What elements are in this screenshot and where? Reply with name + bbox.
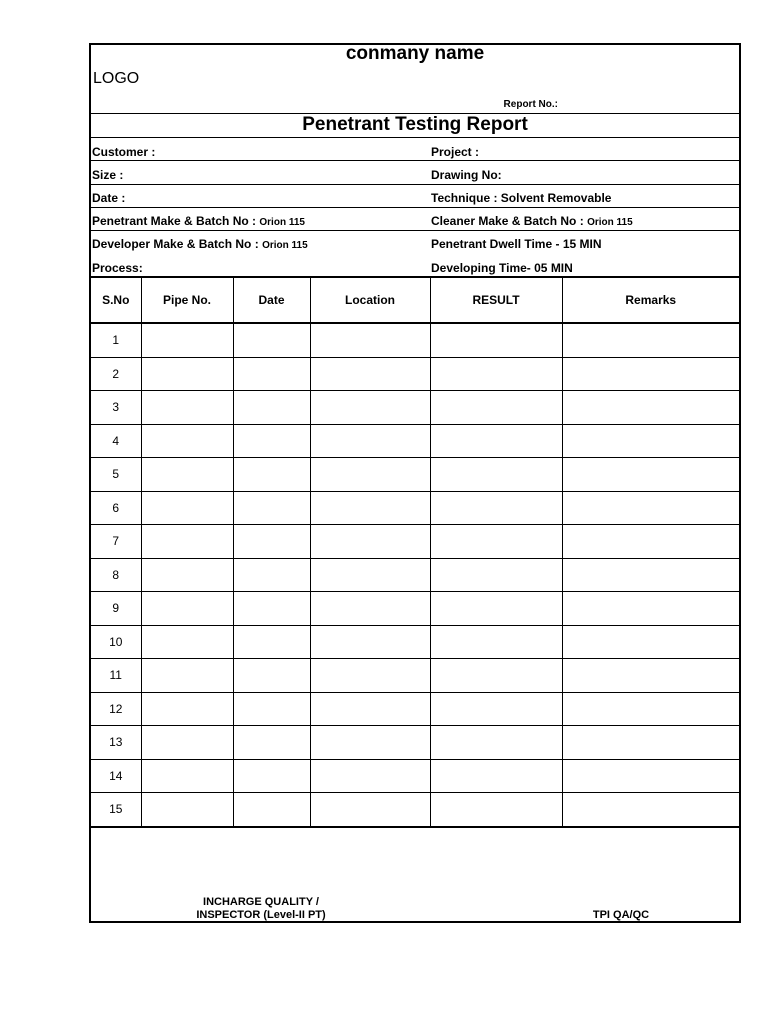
dwell-time-field: Penetrant Dwell Time - 15 MIN — [431, 237, 602, 251]
cell-date[interactable] — [233, 592, 310, 626]
cell-date[interactable] — [233, 793, 310, 827]
cell-result[interactable] — [430, 491, 562, 525]
col-header-pipe-no: Pipe No. — [141, 277, 233, 323]
cell-sno: 2 — [91, 357, 141, 391]
cell-sno: 8 — [91, 558, 141, 592]
cell-date[interactable] — [233, 558, 310, 592]
date-field: Date : — [92, 191, 126, 205]
penetrant-batch-field — [92, 214, 305, 228]
report-no-label: Report No.: — [503, 99, 558, 110]
cell-pipe-no[interactable] — [141, 458, 233, 492]
cell-date[interactable] — [233, 625, 310, 659]
cell-remarks[interactable] — [562, 558, 739, 592]
penetrant-batch-value: Orion 115 — [259, 217, 305, 228]
cell-remarks[interactable] — [562, 357, 739, 391]
cell-result[interactable] — [430, 357, 562, 391]
table-row — [91, 357, 739, 391]
drawing-no-field: Drawing No: — [431, 168, 502, 182]
divider — [91, 137, 739, 138]
table-row — [91, 458, 739, 492]
col-header-result: RESULT — [430, 277, 562, 323]
cell-location[interactable] — [310, 357, 430, 391]
cell-pipe-no[interactable] — [141, 592, 233, 626]
cell-result[interactable] — [430, 323, 562, 357]
cell-location[interactable] — [310, 759, 430, 793]
project-field: Project : — [431, 145, 480, 159]
cell-pipe-no[interactable] — [141, 759, 233, 793]
cell-sno: 15 — [91, 793, 141, 827]
results-table — [91, 277, 739, 828]
cell-pipe-no[interactable] — [141, 625, 233, 659]
cell-remarks[interactable] — [562, 793, 739, 827]
table-row — [91, 323, 739, 357]
cell-sno: 13 — [91, 726, 141, 760]
report-form — [89, 43, 741, 923]
cell-location[interactable] — [310, 793, 430, 827]
technique-field: Technique : Solvent Removable — [431, 191, 612, 205]
table-row — [91, 525, 739, 559]
table-row — [91, 424, 739, 458]
size-field: Size : — [92, 168, 124, 182]
developer-batch-label: Developer Make & Batch No : — [92, 237, 259, 251]
cell-result[interactable] — [430, 558, 562, 592]
cell-pipe-no[interactable] — [141, 424, 233, 458]
table-row — [91, 491, 739, 525]
cell-pipe-no[interactable] — [141, 726, 233, 760]
cell-remarks[interactable] — [562, 625, 739, 659]
cell-result[interactable] — [430, 391, 562, 425]
cell-location[interactable] — [310, 625, 430, 659]
cell-sno: 11 — [91, 659, 141, 693]
cell-result[interactable] — [430, 692, 562, 726]
cleaner-batch-value: Orion 115 — [587, 217, 633, 228]
table-row — [91, 659, 739, 693]
cell-remarks[interactable] — [562, 323, 739, 357]
cell-remarks[interactable] — [562, 458, 739, 492]
cell-date[interactable] — [233, 424, 310, 458]
customer-field: Customer : — [92, 145, 156, 159]
cell-remarks[interactable] — [562, 726, 739, 760]
col-header-date: Date — [233, 277, 310, 323]
table-row — [91, 793, 739, 827]
developer-batch-value: Orion 115 — [262, 240, 308, 251]
table-row — [91, 592, 739, 626]
logo-placeholder: LOGO — [93, 70, 140, 87]
cell-pipe-no[interactable] — [141, 659, 233, 693]
col-header-location: Location — [310, 277, 430, 323]
cell-result[interactable] — [430, 659, 562, 693]
table-row — [91, 625, 739, 659]
cell-location[interactable] — [310, 659, 430, 693]
table-row — [91, 759, 739, 793]
cell-sno: 1 — [91, 323, 141, 357]
cell-remarks[interactable] — [562, 491, 739, 525]
cell-sno: 9 — [91, 592, 141, 626]
cell-sno: 7 — [91, 525, 141, 559]
cell-date[interactable] — [233, 491, 310, 525]
cell-pipe-no[interactable] — [141, 525, 233, 559]
cell-date[interactable] — [233, 391, 310, 425]
cell-date[interactable] — [233, 323, 310, 357]
cell-date[interactable] — [233, 525, 310, 559]
cell-pipe-no[interactable] — [141, 491, 233, 525]
cell-location[interactable] — [310, 726, 430, 760]
cell-result[interactable] — [430, 726, 562, 760]
cell-sno: 12 — [91, 692, 141, 726]
cell-sno: 10 — [91, 625, 141, 659]
cell-remarks[interactable] — [562, 391, 739, 425]
cell-sno: 3 — [91, 391, 141, 425]
cell-date[interactable] — [233, 692, 310, 726]
incharge-line-2: INSPECTOR (Level-II PT) — [196, 909, 326, 921]
cell-location[interactable] — [310, 692, 430, 726]
cell-date[interactable] — [233, 759, 310, 793]
cell-result[interactable] — [430, 424, 562, 458]
cell-date[interactable] — [233, 357, 310, 391]
cell-remarks[interactable] — [562, 659, 739, 693]
cell-location[interactable] — [310, 391, 430, 425]
cell-sno: 14 — [91, 759, 141, 793]
incharge-signature — [171, 896, 351, 922]
table-header-row — [91, 277, 739, 323]
cell-result[interactable] — [430, 793, 562, 827]
cell-remarks[interactable] — [562, 525, 739, 559]
table-row — [91, 391, 739, 425]
cell-result[interactable] — [430, 592, 562, 626]
cell-pipe-no[interactable] — [141, 558, 233, 592]
developing-time-field: Developing Time- 05 MIN — [431, 261, 573, 275]
table-row — [91, 726, 739, 760]
cell-location[interactable] — [310, 558, 430, 592]
cell-location[interactable] — [310, 323, 430, 357]
cell-location[interactable] — [310, 491, 430, 525]
cleaner-batch-label: Cleaner Make & Batch No : — [431, 214, 584, 228]
process-field: Process: — [92, 261, 143, 275]
cell-pipe-no[interactable] — [141, 793, 233, 827]
cell-sno: 5 — [91, 458, 141, 492]
divider — [91, 160, 739, 161]
divider — [91, 207, 739, 208]
cell-sno: 6 — [91, 491, 141, 525]
divider — [91, 230, 739, 231]
cell-remarks[interactable] — [562, 424, 739, 458]
company-name: conmany name — [345, 43, 485, 64]
cell-location[interactable] — [310, 458, 430, 492]
incharge-line-1: INCHARGE QUALITY / — [203, 896, 319, 908]
penetrant-batch-label: Penetrant Make & Batch No : — [92, 214, 257, 228]
cell-pipe-no[interactable] — [141, 357, 233, 391]
cell-result[interactable] — [430, 625, 562, 659]
table-row — [91, 558, 739, 592]
cell-date[interactable] — [233, 726, 310, 760]
table-row — [91, 692, 739, 726]
cell-date[interactable] — [233, 458, 310, 492]
cleaner-batch-field — [431, 214, 633, 228]
cell-pipe-no[interactable] — [141, 692, 233, 726]
col-header-sno: S.No — [91, 277, 141, 323]
cell-remarks[interactable] — [562, 592, 739, 626]
cell-date[interactable] — [233, 659, 310, 693]
cell-pipe-no[interactable] — [141, 391, 233, 425]
cell-sno: 4 — [91, 424, 141, 458]
cell-result[interactable] — [430, 525, 562, 559]
cell-result[interactable] — [430, 458, 562, 492]
cell-location[interactable] — [310, 424, 430, 458]
cell-result[interactable] — [430, 759, 562, 793]
divider — [91, 184, 739, 185]
cell-remarks[interactable] — [562, 759, 739, 793]
cell-pipe-no[interactable] — [141, 323, 233, 357]
col-header-remarks: Remarks — [562, 277, 739, 323]
cell-remarks[interactable] — [562, 692, 739, 726]
developer-batch-field — [92, 237, 308, 251]
tpi-signature: TPI QA/QC — [592, 909, 650, 921]
cell-location[interactable] — [310, 592, 430, 626]
report-title: Penetrant Testing Report — [302, 114, 528, 135]
cell-location[interactable] — [310, 525, 430, 559]
